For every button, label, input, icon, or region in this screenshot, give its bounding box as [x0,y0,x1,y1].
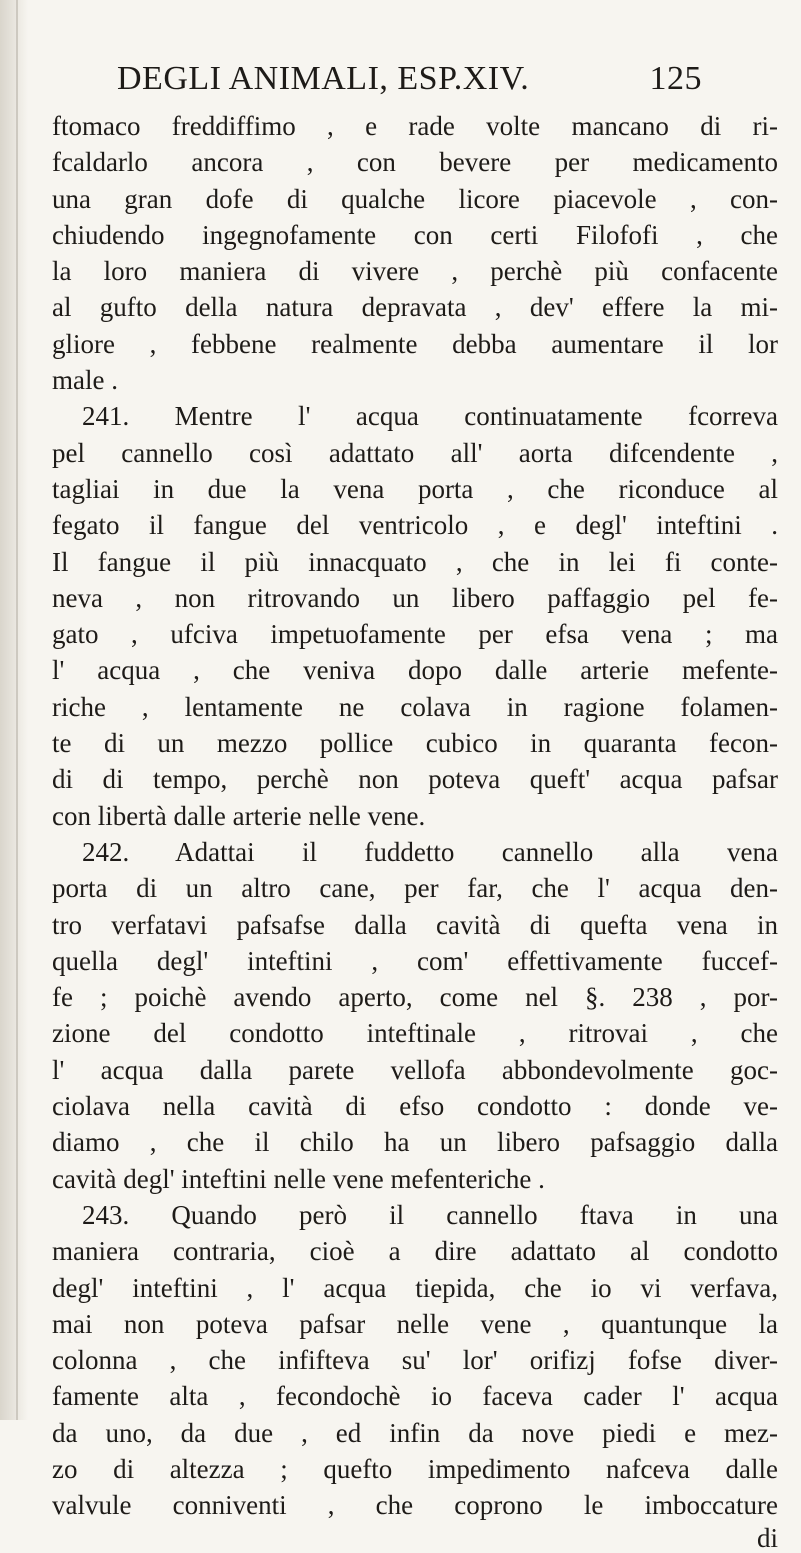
text-line: degl' inteftini , l' acqua tiepida, che io vi verfava, [52,1272,778,1303]
text-line: maniera contraria, cioè a dire adattato al condotto [52,1236,778,1267]
text-line: fegato il fangue del ventricolo , e degl' inteftini . [52,510,778,541]
paragraph-start: 243. Quando però il cannello ftava in una [82,1199,778,1230]
text-line: riche , lentamente ne colava in ragione folamen- [52,691,778,722]
binding-edge [16,0,18,1420]
text-line: zo di altezza ; quefto impedimento nafceva dalle [52,1453,778,1484]
catchword: di [756,1522,778,1553]
text-line: tagliai in due la vena porta , che riconduce al [52,473,778,504]
text-line: zione del condotto inteftinale , ritrovai , che [52,1018,778,1049]
text-line: una gran dofe di qualche licore piacevole , con- [52,183,778,214]
text-line: te di un mezzo pollice cubico in quaranta fecon- [52,728,778,759]
text-line: diamo , che il chilo ha un libero pafsaggio dalla [52,1127,778,1158]
text-line: fe ; poichè avendo aperto, come nel §. 238 , por- [52,982,778,1013]
text-line: porta di un altro cane, per far, che l' acqua den- [52,873,778,904]
paragraph-start: 241. Mentre l' acqua continuatamente fcorreva [82,401,778,432]
text-line: famente alta , fecondochè io faceva cader l' acqua [52,1381,778,1412]
running-header [112,60,702,106]
text-line: ciolava nella cavità di efso condotto : donde ve- [52,1091,778,1122]
text-line: male . [52,365,118,396]
text-line: chiudendo ingegnofamente con certi Filofofi , che [52,219,778,250]
text-line: valvule conniventi , che coprono le imboccature [52,1490,778,1521]
text-line: gato , ufciva impetuofamente per efsa vena ; ma [52,619,778,650]
page-number: 125 [649,60,702,97]
text-line: da uno, da due , ed infin da nove piedi e mez- [52,1417,778,1448]
text-line: con libertà dalle arterie nelle vene. [52,800,426,831]
text-line: Il fangue il più innacquato , che in lei fi conte- [52,546,778,577]
text-line: l' acqua , che veniva dopo dalle arterie mefente- [52,655,778,686]
text-line: la loro maniera di vivere , perchè più confacente [52,256,778,287]
text-line: cavità degl' inteftini nelle vene mefenteriche . [52,1163,545,1194]
text-line: mai non poteva pafsar nelle vene , quantunque la [52,1308,778,1339]
page-gutter [0,0,28,1420]
text-line: al gufto della natura depravata , dev' effere la mi- [52,292,778,323]
text-line: fcaldarlo ancora , con bevere per medicamento [52,147,778,178]
text-line: tro verfatavi pafsafse dalla cavità di quefta vena in [52,909,778,940]
text-line: di di tempo, perchè non poteva queft' acqua pafsar [52,764,778,795]
text-line: gliore , febbene realmente debba aumentare il lor [52,328,778,359]
text-line: l' acqua dalla parete vellofa abbondevolmente goc- [52,1054,778,1085]
running-title: DEGLI ANIMALI, ESP.XIV. [117,60,530,97]
text-line: pel cannello così adattato all' aorta difcendente , [52,437,778,468]
text-line: colonna , che infifteva su' lor' orifizj fofse diver- [52,1345,778,1376]
text-line: neva , non ritrovando un libero paffaggio pel fe- [52,582,778,613]
body-text [52,108,778,1552]
text-line: quella degl' inteftini , com' effettivamente fuccef- [52,945,778,976]
paragraph-start: 242. Adattai il fuddetto cannello alla vena [82,836,778,867]
text-line: ftomaco freddiffimo , e rade volte mancano di ri- [52,111,778,141]
